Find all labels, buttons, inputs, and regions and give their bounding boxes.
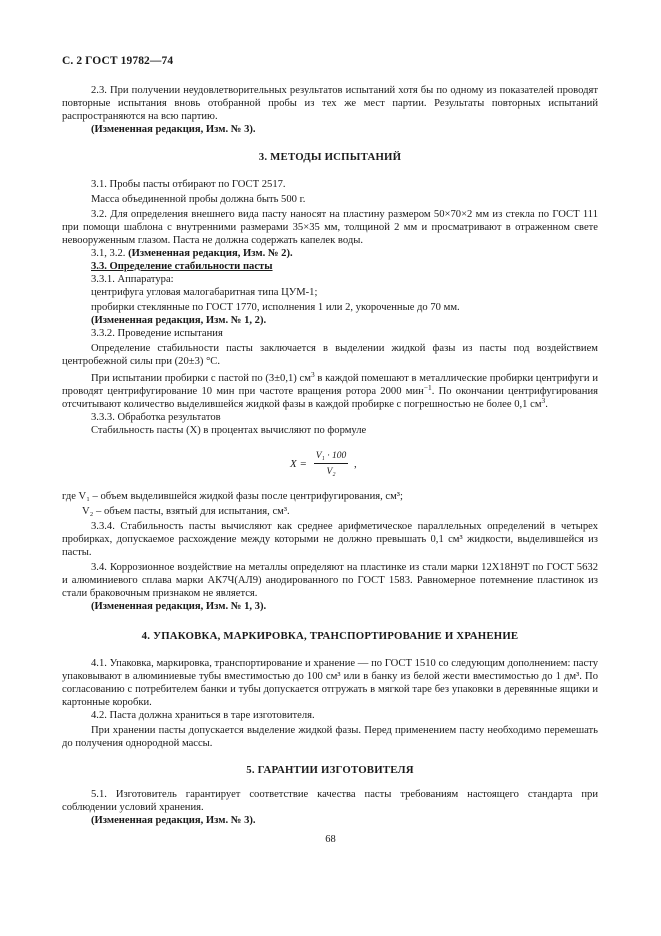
test-procedure-part-1: При испытании пробирки с пастой по (3±0,1) см bbox=[91, 373, 311, 384]
clause-2-3-text: 2.3. При получении неудовлетворительных результатов испытаний хотя бы по одному из показателей проводят повторные испытания вновь отобранной пробы из тех же мест партии. Результаты повторных испытаний распространяются на всю партию. bbox=[62, 85, 598, 122]
clause-3-2: 3.2. Для определения внешнего вида пасту наносят на пластину размером 50×70×2 мм из стекла по ГОСТ 111 при помощи шаблона с внутренними размерами 35×35 мм, толщиной 2 мм и просматривают в отраженном свете невооруженным глазом. Паста не должна содержать капелек воды. bbox=[62, 209, 598, 246]
section-3-body bbox=[62, 178, 598, 437]
test-procedure-part-2: в каждой помешают в металлические пробирки центрифуги и проводят центрифугирование 10 мин при частоте вращения ротора 2000 мин bbox=[62, 373, 598, 397]
clause-3-3-2: 3.3.2. Проведение испытания bbox=[91, 328, 223, 339]
clause-3-3 bbox=[62, 260, 598, 273]
sup-min-1: −1 bbox=[423, 383, 432, 392]
equipment-tubes: пробирки стеклянные по ГОСТ 1770, исполнения 1 или 2, укороченные до 70 мм. bbox=[91, 302, 460, 313]
clause-3-1-3-2-prefix: 3.1, 3.2. bbox=[91, 248, 126, 259]
clause-3-1: 3.1. Пробы пасты отбирают по ГОСТ 2517. bbox=[91, 179, 286, 190]
clause-3-3-title: 3.3. Определение стабильности пасты bbox=[91, 261, 273, 272]
clause-3-4: 3.4. Коррозионное воздействие на металлы определяют на пластинке из стали марки 12Х18Н9Т по ГОСТ 5632 и алюминиевого сплава марки АК7Ч(АЛ9) анодированного по ГОСТ 1583. Равномерное потемнение пластинок из стали браковочным признаком не является. bbox=[62, 562, 598, 599]
where-v1: где V₁ – объем выделившейся жидкой фазы после центрифугирования, см³; bbox=[62, 491, 403, 502]
clause-3-3-1-edition: (Измененная редакция, Изм. № 1, 2). bbox=[91, 315, 267, 326]
formula-intro: Стабильность пасты (X) в процентах вычисляют по формуле bbox=[91, 425, 367, 436]
clause-2-3 bbox=[62, 84, 598, 136]
clause-3-3-3: 3.3.3. Обработка результатов bbox=[91, 412, 221, 423]
clause-5-1-edition: (Измененная редакция, Изм. № 3). bbox=[91, 815, 256, 826]
section-4-heading: 4. УПАКОВКА, МАРКИРОВКА, ТРАНСПОРТИРОВАНИЕ И ХРАНЕНИЕ bbox=[141, 630, 519, 642]
formula-denominator: V₂ bbox=[326, 467, 336, 477]
clause-3-1-3-2-edition bbox=[62, 247, 598, 260]
page-number: 68 bbox=[325, 834, 336, 845]
storage-note: При хранении пасты допускается выделение жидкой фазы. Перед применением пасту необходимо перемешать до получения однородной массы. bbox=[62, 725, 598, 749]
clause-4-2: 4.2. Паста должна храниться в таре изготовителя. bbox=[91, 710, 315, 721]
section-5-heading: 5. ГАРАНТИИ ИЗГОТОВИТЕЛЯ bbox=[246, 764, 414, 776]
formula-numerator: V₁ · 100 bbox=[315, 451, 347, 461]
formula-comma: , bbox=[354, 458, 357, 470]
clause-3-3-1: 3.3.1. Аппаратура: bbox=[91, 274, 174, 285]
clause-3-4-edition: (Измененная редакция, Изм. № 1, 3). bbox=[91, 601, 267, 612]
test-procedure: При испытании пробирки с пастой по (3±0,1) $см^3$ в каждой помешают в металлические пробирки центрифуги и проводят центрифугирование 10 мин при частоте вращения ротора 2000 мин$^{-1}$. По окончании центрифугирования отсчитывают количество выделившейся жидкой фазы в каждой пробирке с погрешностью не более 0,1 $см^3$. bbox=[62, 370, 599, 410]
formula-fraction-bar bbox=[314, 463, 348, 464]
clause-3-3-4: 3.3.4. Стабильность пасты вычисляют как среднее арифметическое параллельных определений в четырех пробирках, допускаемое расхождение между которыми не должно превышать 0,1 см³ жидкости, выделившейся из пасты. bbox=[62, 521, 598, 558]
section-3-body-2 bbox=[62, 490, 598, 613]
sup-cm3-1: 3 bbox=[310, 370, 315, 379]
formula-lhs: X = bbox=[290, 458, 307, 470]
clause-5-1: 5.1. Изготовитель гарантирует соответствие качества пасты требованиям настоящего стандарта при соблюдении условий хранения. bbox=[62, 789, 598, 813]
stability-definition: Определение стабильности пасты заключается в выделении жидкой фазы из пасты под воздействием центробежной силы при (20±3) °С. bbox=[62, 343, 598, 367]
clause-2-3-edition: (Измененная редакция, Изм. № 3). bbox=[91, 124, 256, 135]
clause-3-1-3-2-edition-text: (Измененная редакция, Изм. № 2). bbox=[128, 248, 293, 259]
where-v2: V₂ – объем пасты, взятый для испытания, см³. bbox=[82, 506, 290, 517]
section-4-body bbox=[62, 657, 598, 750]
sup-cm3-2: 3 bbox=[541, 396, 546, 405]
clause-4-1: 4.1. Упаковка, маркировка, транспортирование и хранение — по ГОСТ 1510 со следующим дополнением: пасту упаковывают в алюминиевые тубы вместимостью до 100 см³ или в банку из белой жести вместимостью до 1 дм³. По согласованию с потребителем банки и тубы допускается отгружать в мягкой таре без упаковки в деревянные ящики и картонные коробки. bbox=[62, 658, 598, 708]
clause-3-1-mass: Масса объединенной пробы должна быть 500 г. bbox=[91, 194, 306, 205]
section-5-body bbox=[62, 788, 598, 827]
stability-formula bbox=[290, 448, 410, 484]
equipment-centrifuge: центрифуга угловая малогабаритная типа ЦУМ-1; bbox=[91, 287, 318, 298]
test-procedure-part-3: . По окончании центрифугирования отсчитывают количество выделившейся жидкой фазы в каждой пробирке с погрешностью не более 0,1 см bbox=[62, 386, 599, 410]
page-header: С. 2 ГОСТ 19782—74 bbox=[62, 55, 174, 67]
section-3-heading: 3. МЕТОДЫ ИСПЫТАНИЙ bbox=[258, 151, 402, 163]
